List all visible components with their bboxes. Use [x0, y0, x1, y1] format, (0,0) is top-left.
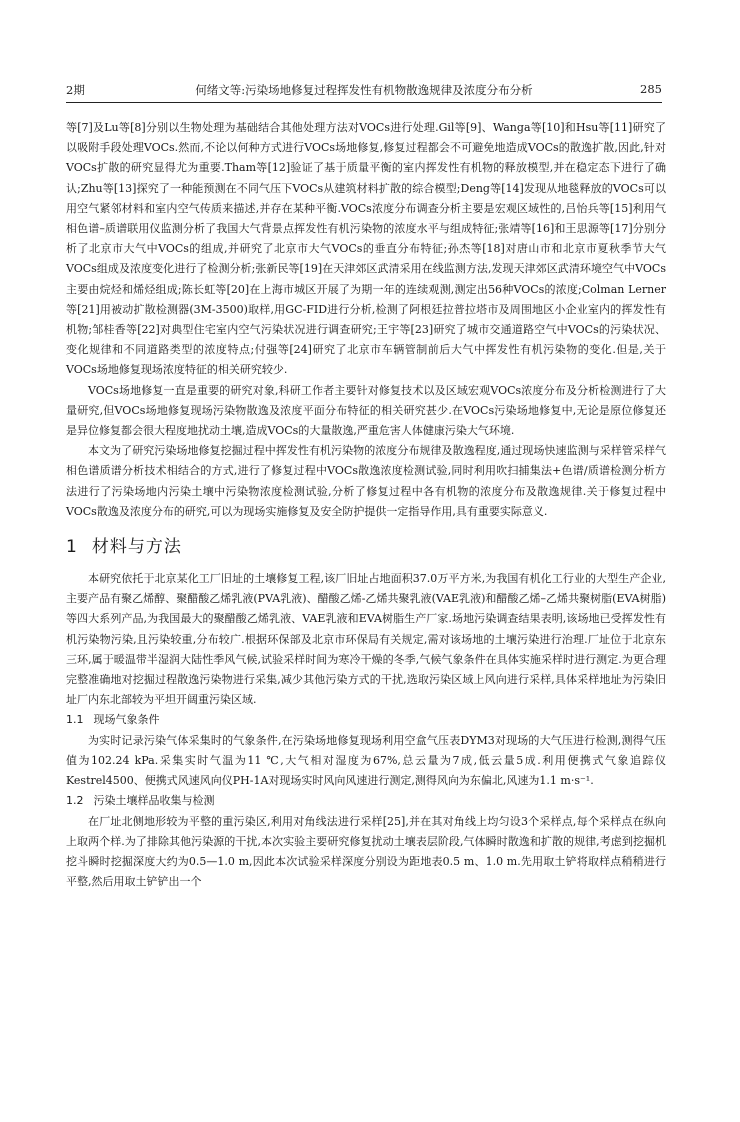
intro-paragraph-3: 本文为了研究污染场地修复挖掘过程中挥发性有机污染物的浓度分布规律及散逸程度,通过现场快速监测与采样管采样气相色谱质谱分析技术相结合的方式,进行了修复过程中VOCs散逸浓度检测试验,同时利用吹扫捕集法+色谱/质谱检测分析方法进行了污染场地内污染土壤中污染物浓度检测试验,分析了修复过程中各有机物的浓度分布及散逸规律.关于修复过程中VOCs散逸及浓度分布的研究,可以为现场实施修复及安全防护提供一定指导作用,具有重要实际意义. — [66, 444, 666, 518]
subsection-heading-1-2 — [66, 791, 666, 811]
section-title: 材料与方法 — [91, 537, 182, 558]
issue-number: 2期 — [66, 83, 85, 97]
subsection-paragraph-1-2: 在厂址北侧地形较为平整的重污染区,利用对角线法进行采样[25],并在其对角线上均匀设3个采样点,每个采样点在纵向上取两个样.为了排除其他污染源的干扰,本次实验主要研究修复扰动土壤表层阶段,气体瞬时散逸和扩散的规律,考虑到挖掘机挖斗瞬时挖掘深度大约为0.5—1.0 m,因此本次试验采样深度分别设为距地表0.5 m、1.0 m.先用取土铲将取样点稍稍进行平整,然后用取土铲铲出一个 — [66, 814, 666, 889]
article-body — [66, 118, 666, 892]
section-paragraph: 本研究依托于北京某化工厂旧址的土壤修复工程,该厂旧址占地面积37.0万平方米,为我国有机化工行业的大型生产企业,主要产品有聚乙烯醇、聚醋酸乙烯乳液(PVA乳液)、醋酸乙烯-乙烯共聚乳液(VAE乳液)和醋酸乙烯–乙烯共聚树脂(EVA树脂)等四大系列产品,为我国最大的聚醋酸乙烯乳液、VAE乳液和EVA树脂生产厂家.场地污染调查结果表明,该场地已受挥发性有机污染物污染,且污染较重,分布较广.根据环保部及北京市环保局有关规定,需对该场地的土壤污染进行治理.厂址位于北京东三环,属于暖温带半湿润大陆性季风气候,试验采样时间为寒冷干燥的冬季,气候气象条件在具体实施采样时进行测定.为更合理完整准确地对挖掘过程散逸污染物进行采集,减少其他污染方式的干扰,选取污染区域上风向进行采样,具体采样地址为污染旧址厂内东北部较为平坦开阔重污染区域. — [66, 572, 666, 707]
intro-paragraph-1: 等[7]及Lu等[8]分别以生物处理为基础结合其他处理方法对VOCs进行处理.Gil等[9]、Wanga等[10]和Hsu等[11]研究了以吸附手段处理VOCs.然而,不论以何种方式进行VOCs场地修复,修复过程都会不可避免地造成VOCs的散逸扩散,因此,针对VOCs扩散的研究显得尤为重要.Tham等[12]验证了基于质量平衡的室内挥发性有机物的释放模型,并在稳定态下进行了确认;Zhu等[13]探究了一种能预测在不同气压下VOCs从建筑材料扩散的综合模型;Deng等[14]发现从地毯释放的VOCs可以用空气紧邻材料和室内空气传质来描述,并存在某种平衡.VOCs浓度分布调查分析主要是宏观区域性的,吕怡兵等[15]利用气相色谱–质谱联用仪监测分析了我国大气背景点挥发性有机污染物的浓度水平与组成特征;张靖等[16]和王思源等[17]分别分析了北京市大气中VOCs的组成,并研究了北京市大气VOCs的垂直分布特征;孙杰等[18]对唐山市和北京市夏秋季节大气VOCs组成及浓度变化进行了检测分析;张新民等[19]在天津郊区武清采用在线监测方法,发现天津郊区武清环境空气中VOCs主要由烷烃和烯烃组成;陈长虹等[20]在上海市城区开展了为期一年的连续观测,测定出56种VOCs的浓度;Colman Lerner等[21]用被动扩散检测器(3M-3500)取样,用GC-FID进行分析,检测了阿根廷拉普拉塔市及周围地区小企业室内的挥发性有机物;邹桂香等[22]对典型住宅室内空气污染状况进行调查研究;王宇等[23]研究了城市交通道路空气中VOCs的污染状况、变化规律和不同道路类型的浓度特点;付强等[24]研究了北京市车辆管制前后大气中挥发性有机污染物的变化.但是,关于VOCs场地修复现场浓度特征的相关研究较少. — [66, 121, 666, 377]
subsection-title: 现场气象条件 — [93, 713, 160, 727]
subsection-number: 1.2 — [66, 794, 84, 808]
subsection-paragraph-1-1: 为实时记录污染气体采集时的气象条件,在污染场地修复现场利用空盒气压表DYM3对现场的大气压进行检测,测得气压值为102.24 kPa.采集实时气温为11 ℃,大气相对湿度为67%,总云量为7成,低云量5成.利用便携式气象追踪仪Kestrel4500、便携式风速风向仪PH-1A对现场实时风向风速进行测定,测得风向为东偏北,风速为1.1 m·s⁻¹. — [66, 733, 666, 788]
intro-paragraph-2: VOCs场地修复一直是重要的研究对象,科研工作者主要针对修复技术以及区域宏观VOCs浓度分布及分析检测进行了大量研究,但VOCs场地修复现场污染物散逸及浓度平面分布特征的相关研究甚少.在VOCs污染场地修复中,无论是原位修复还是异位修复都会很大程度地扰动土壤,造成VOCs的大量散逸,严重危害人体健康污染大气环境. — [66, 383, 666, 438]
running-header — [66, 80, 662, 103]
section-number: 1 — [66, 537, 78, 558]
subsection-title: 污染土壤样品收集与检测 — [93, 794, 215, 808]
subsection-heading-1-1 — [66, 710, 666, 730]
page-number: 285 — [640, 82, 662, 96]
section-heading — [66, 532, 666, 557]
subsection-number: 1.1 — [66, 713, 84, 727]
running-title: 何绪文等:污染场地修复过程挥发性有机物散逸规律及浓度分布分析 — [195, 83, 533, 97]
